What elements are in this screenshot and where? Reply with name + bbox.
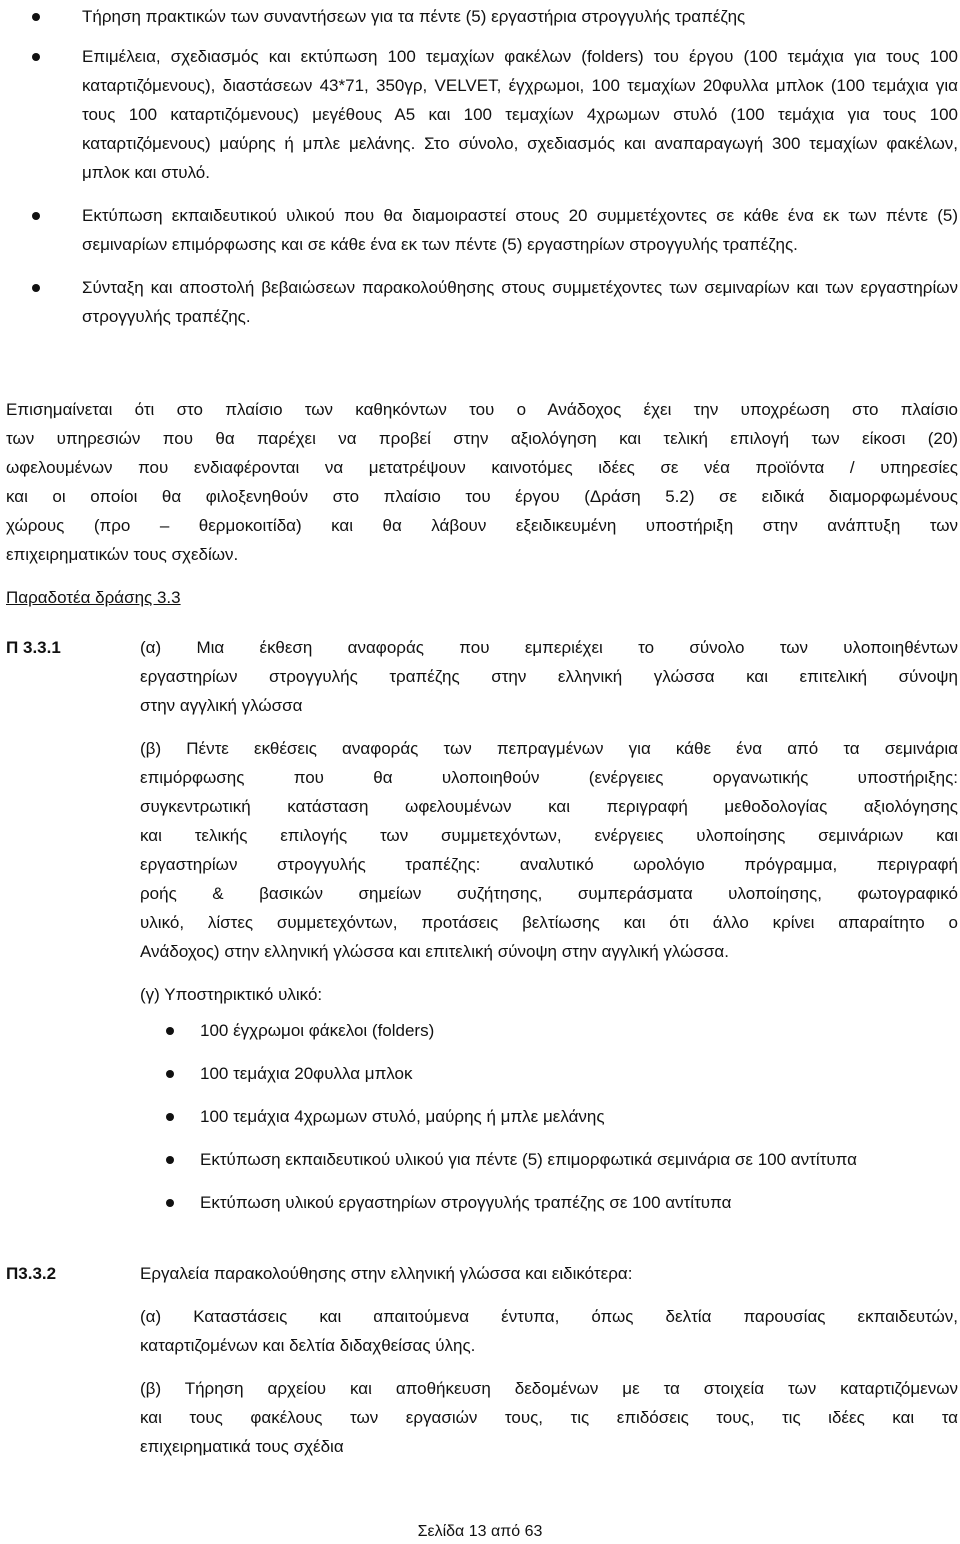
deliverable-line: συγκεντρωτική κατάσταση ωφελουμένων και περιγραφή μεθοδολογίας αξιολόγησης <box>140 797 958 816</box>
bullet-icon <box>166 1156 174 1164</box>
list-item <box>0 42 958 187</box>
list-item-text: 100 τεμάχια 20φυλλα μπλοκ <box>200 1064 413 1083</box>
deliverable-line: (β) Πέντε εκθέσεις αναφοράς των πεπραγμένων για κάθε ένα από τα σεμινάρια <box>140 739 958 758</box>
bullet-icon <box>32 212 40 220</box>
deliverable-line: (β) Τήρηση αρχείου και αποθήκευση δεδομένων με τα στοιχεία των καταρτιζόμενων <box>140 1379 958 1398</box>
deliverable-line: εργαστηρίων στρογγυλής τραπέζης: αναλυτικό ωρολόγιο πρόγραμμα, περιγραφή <box>140 855 958 874</box>
deliverable-line: επιμόρφωσης που θα υλοποιηθούν (ενέργειες οργανωτικής υποστήριξης: <box>140 768 958 787</box>
deliverable-1-description <box>140 633 958 1009</box>
paragraph-line: ωφελουμένων που ενδιαφέρονται να μετατρέψουν καινοτόμες ιδέες σε νέα προϊόντα / υπηρεσίες <box>6 458 958 477</box>
list-item-text: Εκτύπωση υλικού εργαστηρίων στρογγυλής τραπέζης σε 100 αντίτυπα <box>200 1193 732 1212</box>
list-item-text: 100 τεμάχια 4χρωμων στυλό, μαύρης ή μπλε μελάνης <box>200 1107 605 1126</box>
supporting-material-label: (γ) Υποστηρικτικό υλικό: <box>140 985 323 1004</box>
bullet-icon <box>166 1113 174 1121</box>
deliverable-line: και τους φακέλους των εργασιών τους, τις επιδόσεις τους, τις ιδέες και τα <box>140 1408 958 1427</box>
bullet-icon <box>32 53 40 61</box>
list-item <box>0 2 958 31</box>
deliverable-line: και τελικής επιλογής των συμμετεχόντων, ενέργειες υλοποίησης σεμινάριων και <box>140 826 958 845</box>
paragraph-line: των υπηρεσιών που θα παρέχει να προβεί στην αξιολόγηση και τελική επιλογή των είκοσι (20) <box>6 429 958 448</box>
deliverable-line: Ανάδοχος) στην ελληνική γλώσσα και επιτελική σύνοψη στην αγγλική γλώσσα. <box>140 942 729 961</box>
deliverable-line: καταρτιζομένων και δελτία διδαχθείσας ύλης. <box>140 1336 476 1355</box>
obligation-paragraph <box>6 395 958 569</box>
list-item <box>140 1016 958 1045</box>
paragraph-line: Επισημαίνεται ότι στο πλαίσιο των καθηκόντων του ο Ανάδοχος έχει την υποχρέωση στο πλαίσιο <box>6 400 958 419</box>
paragraph-line: χώρους (προ – θερμοκοιτίδα) και θα λάβουν εξειδικευμένη υποστήριξη στην ανάπτυξη των <box>6 516 958 535</box>
list-item-text: Τήρηση πρακτικών των συναντήσεων για τα πέντε (5) εργαστήρια στρογγυλής τραπέζης <box>82 7 746 26</box>
deliverable-line: εργαστηρίων στρογγυλής τραπέζης στην ελληνική γλώσσα και επιτελική σύνοψη <box>140 667 958 686</box>
deliverable-line: Εργαλεία παρακολούθησης στην ελληνική γλώσσα και ειδικότερα: <box>140 1264 633 1283</box>
list-item <box>0 201 958 259</box>
supporting-material-list <box>140 1016 958 1217</box>
deliverable-line: ροής & βασικών σημείων συζήτησης, συμπεράσματα υλοποίησης, φωτογραφικό <box>140 884 958 903</box>
bullet-icon <box>32 13 40 21</box>
list-item <box>140 1188 958 1217</box>
list-item-text: Επιμέλεια, σχεδιασμός και εκτύπωση 100 τεμαχίων φακέλων (folders) του έργου (100 τεμάχια για τους 100 καταρτιζόμενους), διαστάσεων 43*71, 350γρ, VELVET, έγχρωμοι, 100 τεμαχίων 20φυλλα μπλοκ (100 τεμάχια για τους 100 καταρτιζόμενους) μεγέθους Α5 και 100 τεμαχίων 4χρωμων στυλό (100 τεμάχια για τους 100 καταρτιζόμενους) μαύρης ή μπλε μελάνης. Στο σύνολο, σχεδιασμός και αναπαραγωγή 300 τεμαχίων φακέλων, μπλοκ και στυλό. <box>82 47 958 182</box>
deliverable-line: (α) Μια έκθεση αναφοράς που εμπεριέχει το σύνολο των υλοποιηθέντων <box>140 638 958 657</box>
deliverable-code: Π 3.3.1 <box>6 638 61 657</box>
bullet-icon <box>166 1070 174 1078</box>
list-item <box>0 273 958 331</box>
bullet-icon <box>166 1199 174 1207</box>
deliverable-code: Π3.3.2 <box>6 1264 57 1283</box>
list-item-text: Σύνταξη και αποστολή βεβαιώσεων παρακολούθησης στους συμμετέχοντες των σεμιναρίων και των εργαστηρίων στρογγυλής τραπέζης. <box>82 278 958 326</box>
page-footer: Σελίδα 13 από 63 <box>417 1523 543 1540</box>
section-heading: Παραδοτέα δράσης 3.3 <box>6 588 181 607</box>
deliverable-line: στην αγγλική γλώσσα <box>140 696 303 715</box>
list-item <box>140 1059 958 1088</box>
paragraph-line: επιχειρηματικών τους σχεδίων. <box>6 545 239 564</box>
list-item <box>140 1145 958 1174</box>
list-item-text: Εκτύπωση εκπαιδευτικού υλικού που θα διαμοιραστεί στους 20 συμμετέχοντες σε κάθε ένα εκ των πέντε (5) σεμιναρίων επιμόρφωσης και σε κάθε ένα εκ των πέντε (5) εργαστηρίων στρογγυλής τραπέζης. <box>82 206 958 254</box>
list-item-text: 100 έγχρωμοι φάκελοι (folders) <box>200 1021 435 1040</box>
bullet-icon <box>166 1027 174 1035</box>
list-item-text: Εκτύπωση εκπαιδευτικού υλικού για πέντε (5) επιμορφωτικά σεμινάρια σε 100 αντίτυπα <box>200 1150 857 1169</box>
deliverable-line: επιχειρηματικά τους σχέδια <box>140 1437 344 1456</box>
bullet-icon <box>32 284 40 292</box>
deliverable-line: υλικό, λίστες συμμετεχόντων, προτάσεις βελτίωσης και ότι άλλο κρίνει απαραίτητο ο <box>140 913 958 932</box>
deliverable-2-description <box>140 1259 958 1461</box>
paragraph-line: και οι οποίοι θα φιλοξενηθούν στο πλαίσιο του έργου (Δράση 5.2) σε ειδικά διαμορφωμένους <box>6 487 958 506</box>
task-bullet-list <box>0 2 958 345</box>
list-item <box>140 1102 958 1131</box>
deliverable-line: (α) Καταστάσεις και απαιτούμενα έντυπα, όπως δελτία παρουσίας εκπαιδευτών, <box>140 1307 958 1326</box>
